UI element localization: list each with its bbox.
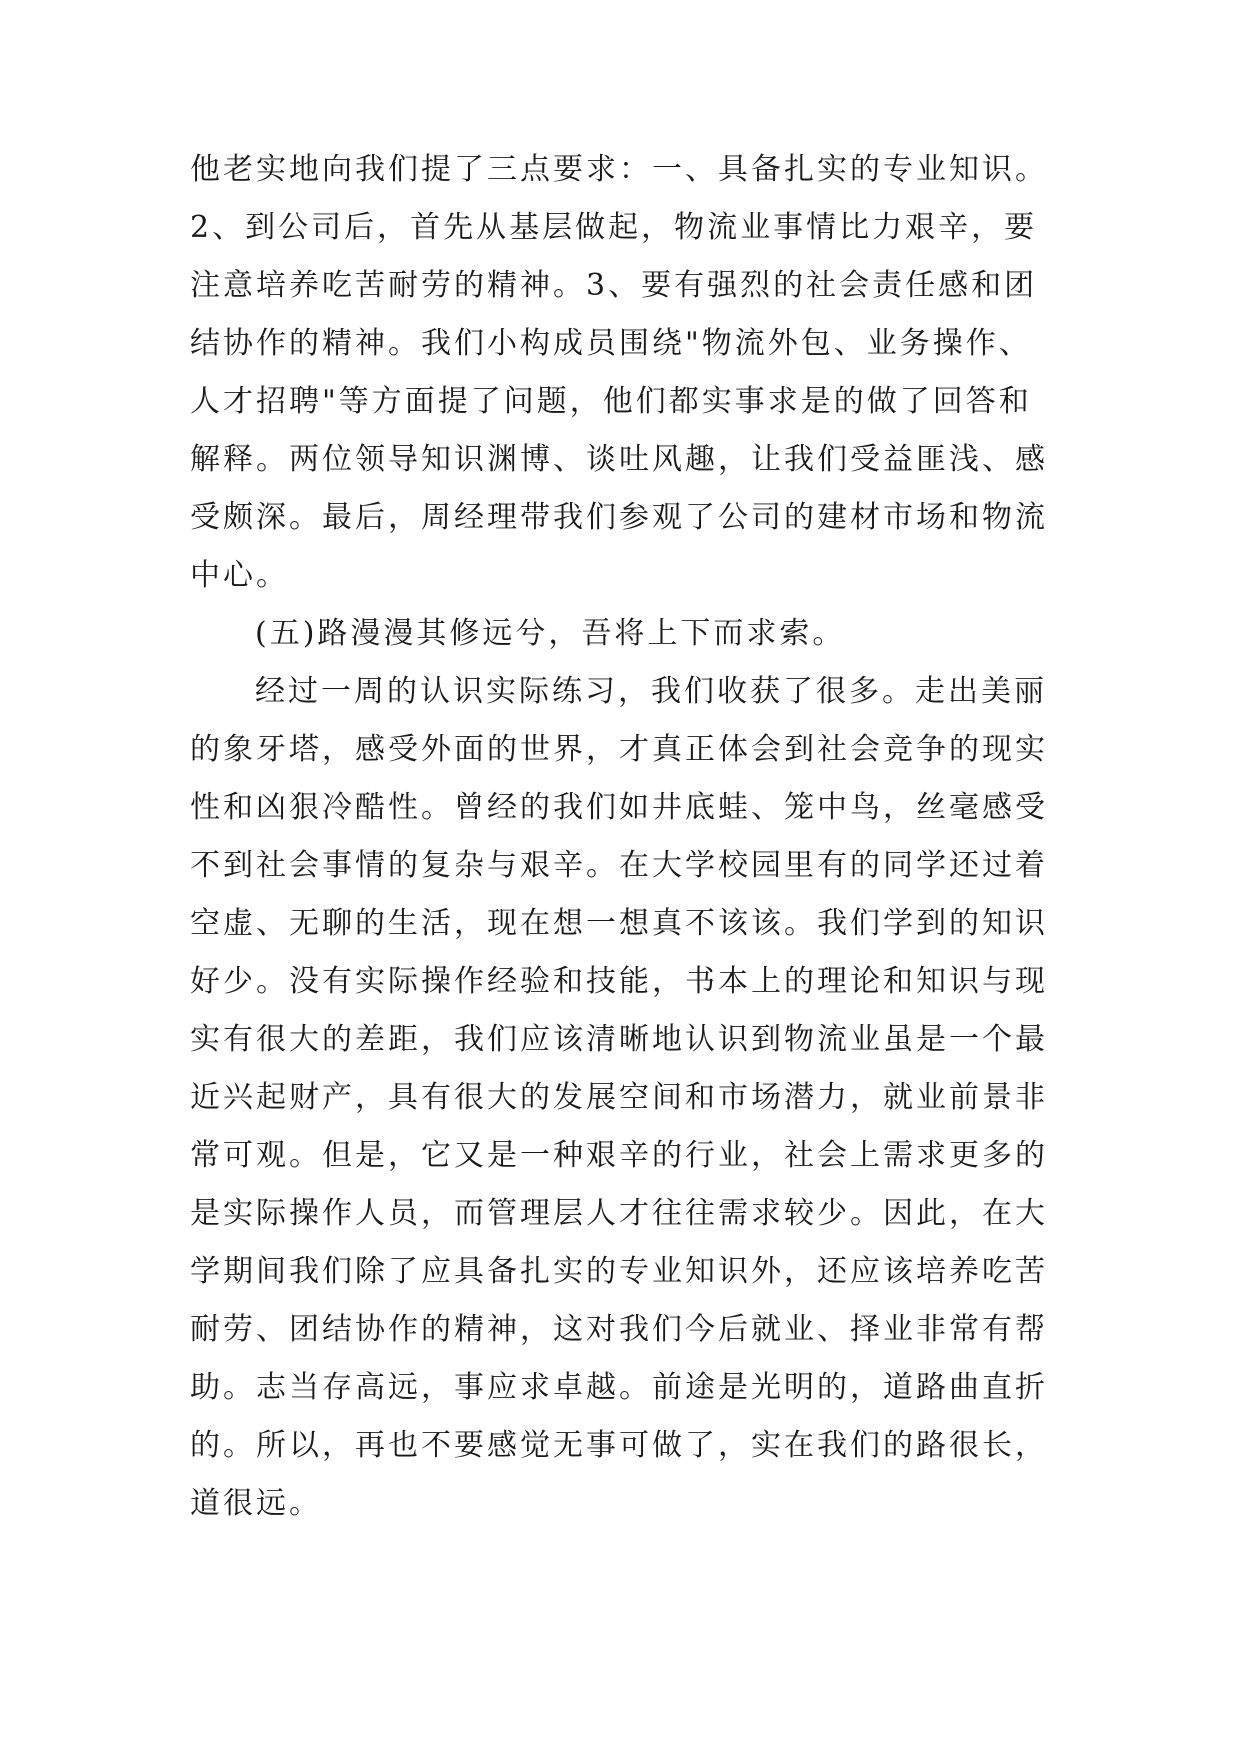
text-line: 的。所以，再也不要感觉无事可做了，实在我们的路很长， xyxy=(190,1428,1048,1463)
text-line: 常可观。但是，它又是一种艰辛的行业，社会上需求更多的 xyxy=(190,1138,1048,1173)
text-line: 近兴起财产，具有很大的发展空间和市场潜力，就业前景非 xyxy=(190,1080,1048,1115)
text-line: 助。志当存高远，事应求卓越。前途是光明的，道路曲直折 xyxy=(190,1370,1048,1405)
text-line: 是实际操作人员，而管理层人才往往需求较少。因此，在大 xyxy=(190,1196,1048,1231)
text-line: 耐劳、团结协作的精神，这对我们今后就业、择业非常有帮 xyxy=(190,1312,1048,1347)
text-line: 中心。 xyxy=(190,558,289,593)
text-line: 他老实地向我们提了三点要求：一、具备扎实的专业知识。 xyxy=(190,152,1048,187)
text-line: 不到社会事情的复杂与艰辛。在大学校园里有的同学还过着 xyxy=(190,848,1048,883)
text-line: 道很远。 xyxy=(190,1486,322,1521)
text-line: 性和凶狠冷酷性。曾经的我们如井底蛙、笼中鸟，丝毫感受 xyxy=(190,790,1048,825)
text-line: 受颇深。最后，周经理带我们参观了公司的建材市场和物流 xyxy=(190,500,1048,535)
text-line: 注意培养吃苦耐劳的精神。3、要有强烈的社会责任感和团 xyxy=(190,268,1038,303)
text-line: 经过一周的认识实际练习，我们收获了很多。走出美丽 xyxy=(255,674,1047,709)
text-line: 解释。两位领导知识渊博、谈吐风趣，让我们受益匪浅、感 xyxy=(190,442,1048,477)
text-line: 实有很大的差距，我们应该清晰地认识到物流业虽是一个最 xyxy=(190,1022,1048,1057)
text-line: 的象牙塔，感受外面的世界，才真正体会到社会竞争的现实 xyxy=(190,732,1048,767)
text-line: 学期间我们除了应具备扎实的专业知识外，还应该培养吃苦 xyxy=(190,1254,1048,1289)
text-line: 结协作的精神。我们小构成员围绕"物流外包、业务操作、 xyxy=(190,326,1032,361)
section-heading: (五)路漫漫其修远兮，吾将上下而求索。 xyxy=(255,616,846,651)
text-line: 2、到公司后，首先从基层做起，物流业事情比力艰辛，要 xyxy=(190,210,1038,245)
text-line: 好少。没有实际操作经验和技能，书本上的理论和知识与现 xyxy=(190,964,1048,999)
text-line: 空虚、无聊的生活，现在想一想真不该该。我们学到的知识 xyxy=(190,906,1048,941)
text-line: 人才招聘"等方面提了问题，他们都实事求是的做了回答和 xyxy=(190,384,1032,419)
